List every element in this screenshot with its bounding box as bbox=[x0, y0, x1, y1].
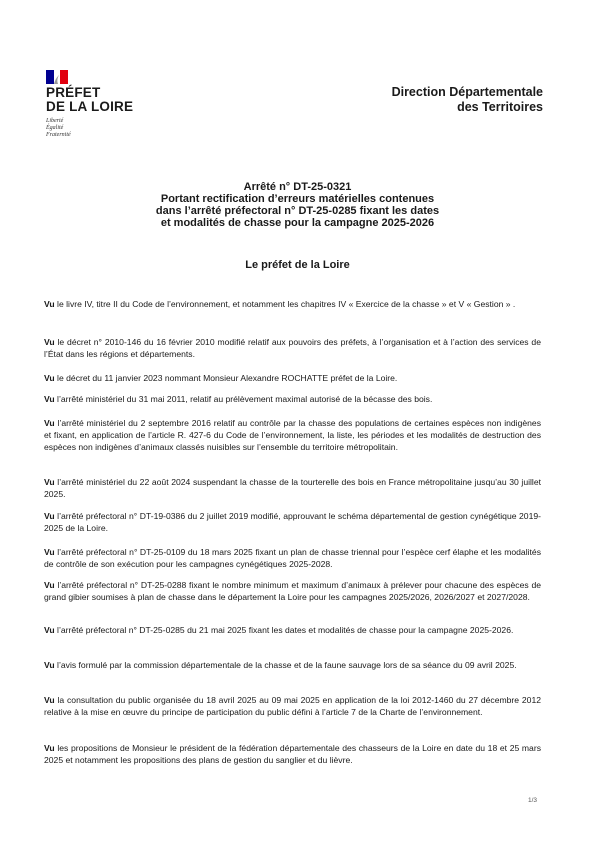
vu-lead: Vu bbox=[44, 337, 55, 347]
logo-line1: PRÉFET bbox=[46, 85, 101, 100]
motto-fraternite: Fraternité bbox=[46, 132, 71, 138]
vu-lead: Vu bbox=[44, 660, 55, 670]
consideration-text: l’arrêté ministériel du 2 septembre 2016 relatif au contrôle par la chasse des populations de certaines espèces non indigènes et fixant, en application de l’article R. 427-6 du Code de l’environnement, la liste, les périodes et les modalités de destruction des espèces non indigènes d’animaux classés nuisibles sur l’ensemble du territoire métropolitain. bbox=[44, 418, 541, 452]
marianne-flag-icon bbox=[46, 70, 68, 84]
consideration-paragraph bbox=[44, 510, 541, 534]
vu-lead: Vu bbox=[44, 373, 55, 383]
decree-subject-line1: Portant rectification d’erreurs matérielles contenues bbox=[160, 193, 435, 205]
consideration-text: l’arrêté ministériel du 31 mai 2011, relatif au prélèvement maximal autorisé de la bécasse des bois. bbox=[54, 394, 433, 404]
consideration-paragraph bbox=[44, 476, 541, 500]
consideration-text: l’avis formulé par la commission départementale de la chasse et de la faune sauvage lors de sa séance du 09 avril 2025. bbox=[54, 660, 517, 670]
consideration-text: le décret n° 2010-146 du 16 février 2010 modifié relatif aux pouvoirs des préfets, à l’organisation et à l’action des services de l’État dans les régions et départements. bbox=[44, 337, 541, 359]
consideration-paragraph bbox=[44, 546, 541, 570]
consideration-paragraph bbox=[44, 417, 541, 453]
decree-subject-line3: et modalités de chasse pour la campagne 2025-2026 bbox=[160, 217, 435, 229]
consideration-text: l’arrêté préfectoral n° DT-25-0109 du 18 mars 2025 fixant un plan de chasse triennal pour l’espèce cerf élaphe et les modalités de contrôle de son exécution pour les campagnes cynégétiques 2025-2028. bbox=[44, 547, 541, 569]
authority-heading: Le préfet de la Loire bbox=[245, 259, 350, 271]
consideration-paragraph bbox=[44, 624, 541, 636]
decree-number: Arrêté n° DT-25-0321 bbox=[243, 181, 352, 193]
vu-lead: Vu bbox=[44, 299, 55, 309]
vu-lead: Vu bbox=[44, 743, 55, 753]
vu-lead: Vu bbox=[44, 477, 55, 487]
vu-lead: Vu bbox=[44, 511, 55, 521]
consideration-text: le décret du 11 janvier 2023 nommant Monsieur Alexandre ROCHATTE préfet de la Loire. bbox=[54, 373, 398, 383]
consideration-paragraph bbox=[44, 659, 541, 671]
consideration-text: l’arrêté préfectoral n° DT-19-0386 du 2 juillet 2019 modifié, approuvant le schéma départemental de gestion cynégétique 2019-2025 de la Loire. bbox=[44, 511, 541, 533]
vu-lead: Vu bbox=[44, 625, 55, 635]
consideration-text: l’arrêté préfectoral n° DT-25-0288 fixant le nombre minimum et maximum d’animaux à prélever pour chacune des espèces de grand gibier soumises à plan de chasse dans le département la Loire pour les campagnes 2025/2026, 2026/2027 et 2027/2028. bbox=[44, 580, 541, 602]
consideration-text: la consultation du public organisée du 18 avril 2025 au 09 mai 2025 en application de la loi 2012-1460 du 27 décembre 2012 relative à la mise en œuvre du principe de participation du public défini à l’article 7 de la Charte de l’environnement. bbox=[44, 695, 541, 717]
consideration-paragraph bbox=[44, 579, 541, 603]
page-number: 1/3 bbox=[527, 797, 537, 804]
logo-line2: DE LA LOIRE bbox=[46, 99, 134, 114]
motto-egalite: Égalité bbox=[46, 125, 64, 131]
logo-name bbox=[46, 86, 133, 114]
decree-subject-line2: dans l’arrêté préfectoral n° DT-25-0285 fixant les dates bbox=[155, 205, 440, 217]
decree-title bbox=[60, 181, 535, 229]
consideration-text: les propositions de Monsieur le président de la fédération départementale des chasseurs de la Loire en date du 18 et 25 mars 2025 et notamment les propositions des plans de gestion du sanglier et du lièvre. bbox=[44, 743, 541, 765]
consideration-text: l’arrêté préfectoral n° DT-25-0285 du 21 mai 2025 fixant les dates et modalités de chasse pour la campagne 2025-2026. bbox=[54, 625, 514, 635]
vu-lead: Vu bbox=[44, 695, 55, 705]
vu-lead: Vu bbox=[44, 547, 55, 557]
consideration-paragraph bbox=[44, 393, 541, 405]
republic-motto bbox=[46, 118, 71, 139]
motto-liberte: Liberté bbox=[46, 118, 64, 124]
consideration-paragraph bbox=[44, 742, 541, 766]
consideration-paragraph bbox=[44, 372, 541, 384]
consideration-paragraph bbox=[44, 336, 541, 360]
consideration-paragraph bbox=[44, 298, 541, 310]
vu-lead: Vu bbox=[44, 580, 55, 590]
consideration-text: l’arrêté ministériel du 22 août 2024 suspendant la chasse de la tourterelle des bois en France métropolitaine jusqu’au 30 juillet 2025. bbox=[44, 477, 541, 499]
consideration-text: le livre IV, titre II du Code de l’environnement, et notamment les chapitres IV « Exercice de la chasse » et V « Gestion » . bbox=[54, 299, 516, 309]
issuing-department bbox=[392, 85, 543, 115]
direction-line1: Direction Départementale bbox=[391, 85, 543, 99]
direction-line2: des Territoires bbox=[457, 100, 543, 114]
vu-lead: Vu bbox=[44, 394, 55, 404]
vu-lead: Vu bbox=[44, 418, 55, 428]
consideration-paragraph bbox=[44, 694, 541, 718]
